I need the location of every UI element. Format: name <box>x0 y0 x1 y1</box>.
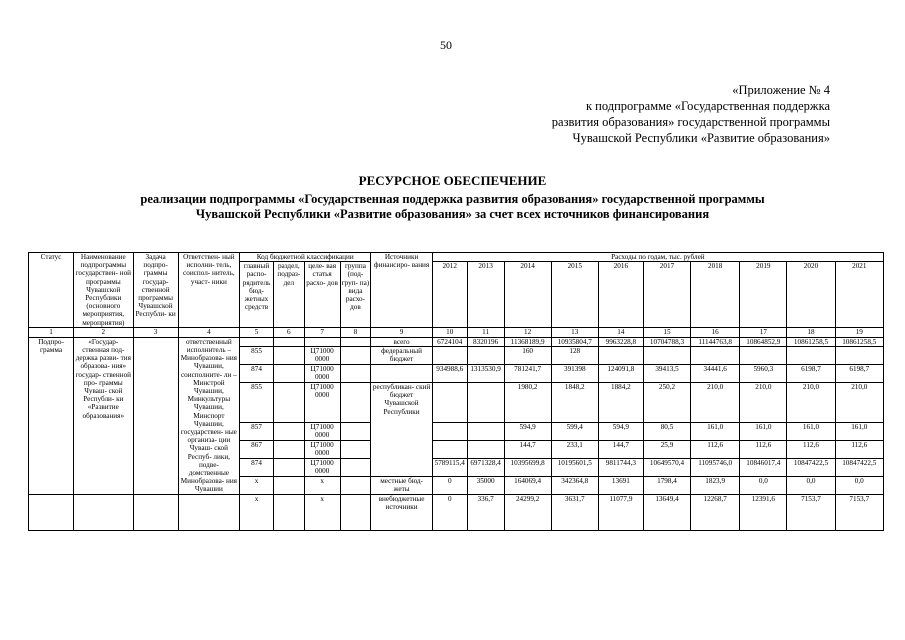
column-number: 4 <box>178 327 240 337</box>
column-number: 6 <box>273 327 304 337</box>
value-cell: 9811744,3 <box>598 458 643 476</box>
status-cell <box>29 494 74 530</box>
column-number: 1 <box>29 327 74 337</box>
value-cell: 1884,2 <box>598 383 643 423</box>
value-cell: 13691 <box>598 476 643 494</box>
column-number: 13 <box>551 327 598 337</box>
table-row <box>29 494 884 530</box>
section-cell <box>273 347 304 365</box>
col-budget-code-header: Код бюджетной классификации <box>240 253 371 262</box>
source-cell <box>371 365 433 383</box>
value-cell <box>467 422 504 440</box>
column-number: 8 <box>340 327 371 337</box>
column-number: 3 <box>133 327 178 337</box>
value-cell: 161,0 <box>691 422 740 440</box>
value-cell: 35000 <box>467 476 504 494</box>
value-cell: 7153,7 <box>835 494 883 530</box>
year-header: 2017 <box>643 262 690 280</box>
value-cell: 161,0 <box>787 422 835 440</box>
value-cell: 164069,4 <box>504 476 551 494</box>
year-header: 2012 <box>432 262 467 280</box>
value-cell: 124091,8 <box>598 365 643 383</box>
appendix-line: Чувашской Республики «Развитие образования» <box>572 131 830 145</box>
value-cell: 10861258,5 <box>787 337 835 346</box>
value-cell: 144,7 <box>598 440 643 458</box>
col-task-header: Задача подпро- граммы государ- ственной программы Чувашской Республи- ки <box>133 253 178 328</box>
value-cell: 210,0 <box>835 383 883 423</box>
value-cell <box>691 347 740 365</box>
group-cell <box>340 337 371 346</box>
column-number: 17 <box>740 327 787 337</box>
col-status-header: Статус <box>29 253 74 328</box>
document-title: РЕСУРСНОЕ ОБЕСПЕЧЕНИЕ <box>358 173 547 188</box>
task-cell <box>133 494 178 530</box>
year-header: 2019 <box>740 262 787 280</box>
value-cell: 0,0 <box>740 476 787 494</box>
value-cell: 6971328,4 <box>467 458 504 476</box>
target-cell: Ц71000 0000 <box>304 440 340 458</box>
value-cell: 1848,2 <box>551 383 598 423</box>
value-cell: 233,1 <box>551 440 598 458</box>
resource-table <box>28 252 884 531</box>
value-cell: 594,9 <box>504 422 551 440</box>
year-header: 2016 <box>598 262 643 280</box>
target-cell: Ц71000 0000 <box>304 347 340 365</box>
value-cell: 0 <box>432 476 467 494</box>
value-cell: 13649,4 <box>643 494 690 530</box>
value-cell: 10649570,4 <box>643 458 690 476</box>
value-cell: 336,7 <box>467 494 504 530</box>
year-header: 2014 <box>504 262 551 280</box>
year-header-filler <box>740 279 787 327</box>
value-cell: 8320196 <box>467 337 504 346</box>
subtitle-line: реализации подпрограммы «Государственная поддержка развития образования» государственной программы <box>140 192 765 206</box>
value-cell <box>835 347 883 365</box>
section-cell <box>273 494 304 530</box>
value-cell: 781241,7 <box>504 365 551 383</box>
subtitle-line: Чувашской Республики «Развитие образования» за счет всех источников финансирования <box>195 207 710 221</box>
section-cell <box>273 365 304 383</box>
value-cell <box>432 383 467 423</box>
section-cell <box>273 383 304 423</box>
value-cell <box>467 440 504 458</box>
value-cell: 161,0 <box>835 422 883 440</box>
appendix-note <box>490 82 830 146</box>
col-executor-header: Ответствен- ный исполни- тель, соиспол- нитель, участ- ники <box>178 253 240 328</box>
col-expenses-header: Расходы по годам, тыс. рублей <box>432 253 883 262</box>
value-cell: 144,7 <box>504 440 551 458</box>
value-cell: 161,0 <box>740 422 787 440</box>
target-cell: Ц71000 0000 <box>304 422 340 440</box>
value-cell: 112,6 <box>787 440 835 458</box>
year-header: 2018 <box>691 262 740 280</box>
col-section-header: раздел, подраз- дел <box>273 262 304 328</box>
col-grbs-header: главный распо- рядитель бюд- жетных средств <box>240 262 274 328</box>
task-cell <box>133 337 178 494</box>
program-name-cell: «Государ- ственная под- держка разви- тия образова- ния» государ- ственной про- граммы Чуваш- ской Республи- ки «Развитие образования» <box>74 337 133 494</box>
value-cell: 599,4 <box>551 422 598 440</box>
value-cell: 342364,8 <box>551 476 598 494</box>
value-cell: 10861258,5 <box>835 337 883 346</box>
value-cell: 11077,9 <box>598 494 643 530</box>
target-cell: Ц71000 0000 <box>304 458 340 476</box>
group-cell <box>340 494 371 530</box>
value-cell: 112,6 <box>835 440 883 458</box>
group-cell <box>340 365 371 383</box>
grbs-cell: x <box>240 494 274 530</box>
value-cell: 11144763,8 <box>691 337 740 346</box>
group-cell <box>340 347 371 365</box>
value-cell <box>467 347 504 365</box>
grbs-cell: 867 <box>240 440 274 458</box>
table-row <box>29 337 884 346</box>
section-cell <box>273 440 304 458</box>
column-number: 14 <box>598 327 643 337</box>
year-header-filler <box>598 279 643 327</box>
col-target-header: целе- вая статья расхо- дов <box>304 262 340 328</box>
year-header: 2013 <box>467 262 504 280</box>
value-cell: 112,6 <box>691 440 740 458</box>
grbs-cell: 874 <box>240 365 274 383</box>
grbs-cell <box>240 337 274 346</box>
value-cell: 9963228,8 <box>598 337 643 346</box>
value-cell: 10935804,7 <box>551 337 598 346</box>
grbs-cell: 874 <box>240 458 274 476</box>
value-cell <box>432 422 467 440</box>
year-header-filler <box>432 279 467 327</box>
column-number: 5 <box>240 327 274 337</box>
value-cell: 210,0 <box>691 383 740 423</box>
year-header-filler <box>691 279 740 327</box>
year-header-filler <box>835 279 883 327</box>
value-cell <box>432 440 467 458</box>
column-number: 19 <box>835 327 883 337</box>
year-header: 2015 <box>551 262 598 280</box>
source-cell: республикан- ский бюджет Чувашской Республики <box>371 383 433 477</box>
col-source-header: Источники финансиро- вания <box>371 253 433 328</box>
value-cell: 160 <box>504 347 551 365</box>
value-cell: 24299,2 <box>504 494 551 530</box>
column-number: 9 <box>371 327 433 337</box>
section-cell <box>273 422 304 440</box>
column-number: 10 <box>432 327 467 337</box>
section-cell <box>273 337 304 346</box>
value-cell: 210,0 <box>787 383 835 423</box>
grbs-cell: 855 <box>240 347 274 365</box>
year-header-filler <box>551 279 598 327</box>
group-cell <box>340 422 371 440</box>
appendix-line: развития образования» государственной программы <box>551 115 830 129</box>
target-cell: x <box>304 494 340 530</box>
value-cell <box>643 347 690 365</box>
value-cell: 6724104 <box>432 337 467 346</box>
value-cell: 128 <box>551 347 598 365</box>
year-header-filler <box>504 279 551 327</box>
value-cell: 6198,7 <box>835 365 883 383</box>
section-cell <box>273 458 304 476</box>
value-cell <box>787 347 835 365</box>
value-cell: 10846017,4 <box>740 458 787 476</box>
value-cell: 10395699,8 <box>504 458 551 476</box>
value-cell: 7153,7 <box>787 494 835 530</box>
group-cell <box>340 458 371 476</box>
value-cell <box>740 347 787 365</box>
col-group-header: группа (под- груп- па) вида расхо- дов <box>340 262 371 328</box>
value-cell: 0,0 <box>835 476 883 494</box>
value-cell <box>432 347 467 365</box>
target-cell: x <box>304 476 340 494</box>
group-cell <box>340 440 371 458</box>
value-cell: 3631,7 <box>551 494 598 530</box>
value-cell: 0,0 <box>787 476 835 494</box>
value-cell <box>598 347 643 365</box>
year-header-filler <box>787 279 835 327</box>
value-cell: 10704788,3 <box>643 337 690 346</box>
column-number: 7 <box>304 327 340 337</box>
status-cell: Подпро- грамма <box>29 337 74 494</box>
value-cell: 1823,9 <box>691 476 740 494</box>
column-number: 12 <box>504 327 551 337</box>
group-cell <box>340 476 371 494</box>
source-cell: местные бюд- жеты <box>371 476 433 494</box>
value-cell: 39413,5 <box>643 365 690 383</box>
target-cell: Ц71000 0000 <box>304 365 340 383</box>
value-cell: 1313530,9 <box>467 365 504 383</box>
value-cell: 934988,6 <box>432 365 467 383</box>
year-header: 2021 <box>835 262 883 280</box>
value-cell: 10847422,5 <box>787 458 835 476</box>
value-cell: 6198,7 <box>787 365 835 383</box>
executor-cell <box>178 494 240 530</box>
year-header: 2020 <box>787 262 835 280</box>
value-cell: 5960,3 <box>740 365 787 383</box>
section-cell <box>273 476 304 494</box>
page-number: 50 <box>440 38 452 52</box>
value-cell: 250,2 <box>643 383 690 423</box>
column-number-row <box>29 327 884 337</box>
value-cell: 1798,4 <box>643 476 690 494</box>
grbs-cell: 855 <box>240 383 274 423</box>
executor-cell: ответственный исполнитель – Минобразова- ния Чувашии, соисполните- ли – Минстрой Чувашии, Минкультуры Чувашии, Минспорт Чувашии, государствен- ные организа- ции Чуваш- ской Респуб- лики, подве- домственные Минобразова- ния Чувашии <box>178 337 240 494</box>
target-cell: Ц71000 0000 <box>304 383 340 423</box>
value-cell: 25,9 <box>643 440 690 458</box>
document-subtitle <box>0 192 905 222</box>
column-number: 18 <box>787 327 835 337</box>
source-cell: федеральный бюджет <box>371 347 433 365</box>
value-cell: 5789115,4 <box>432 458 467 476</box>
grbs-cell: 857 <box>240 422 274 440</box>
program-name-cell <box>74 494 133 530</box>
value-cell: 12268,7 <box>691 494 740 530</box>
value-cell: 1980,2 <box>504 383 551 423</box>
value-cell: 594,9 <box>598 422 643 440</box>
value-cell: 112,6 <box>740 440 787 458</box>
source-cell: внебюджетные источники <box>371 494 433 530</box>
value-cell: 11095746,0 <box>691 458 740 476</box>
value-cell: 0 <box>432 494 467 530</box>
value-cell <box>467 383 504 423</box>
value-cell: 80,5 <box>643 422 690 440</box>
column-number: 15 <box>643 327 690 337</box>
source-cell: всего <box>371 337 433 346</box>
value-cell: 10864852,9 <box>740 337 787 346</box>
appendix-line: «Приложение № 4 <box>732 83 830 97</box>
column-number: 11 <box>467 327 504 337</box>
column-number: 2 <box>74 327 133 337</box>
column-number: 16 <box>691 327 740 337</box>
header-row <box>29 253 884 262</box>
value-cell: 10195601,5 <box>551 458 598 476</box>
grbs-cell: x <box>240 476 274 494</box>
value-cell: 391398 <box>551 365 598 383</box>
col-name-header: Наименование подпрограммы государствен- ной программы Чувашской Республики (основного мероприятия, мероприятия) <box>74 253 133 328</box>
value-cell: 34441,6 <box>691 365 740 383</box>
appendix-line: к подпрограмме «Государственная поддержка <box>585 99 830 113</box>
value-cell: 10847422,5 <box>835 458 883 476</box>
year-header-filler <box>467 279 504 327</box>
year-header-filler <box>643 279 690 327</box>
target-cell <box>304 337 340 346</box>
value-cell: 11368189,9 <box>504 337 551 346</box>
group-cell <box>340 383 371 423</box>
value-cell: 210,0 <box>740 383 787 423</box>
value-cell: 12391,6 <box>740 494 787 530</box>
